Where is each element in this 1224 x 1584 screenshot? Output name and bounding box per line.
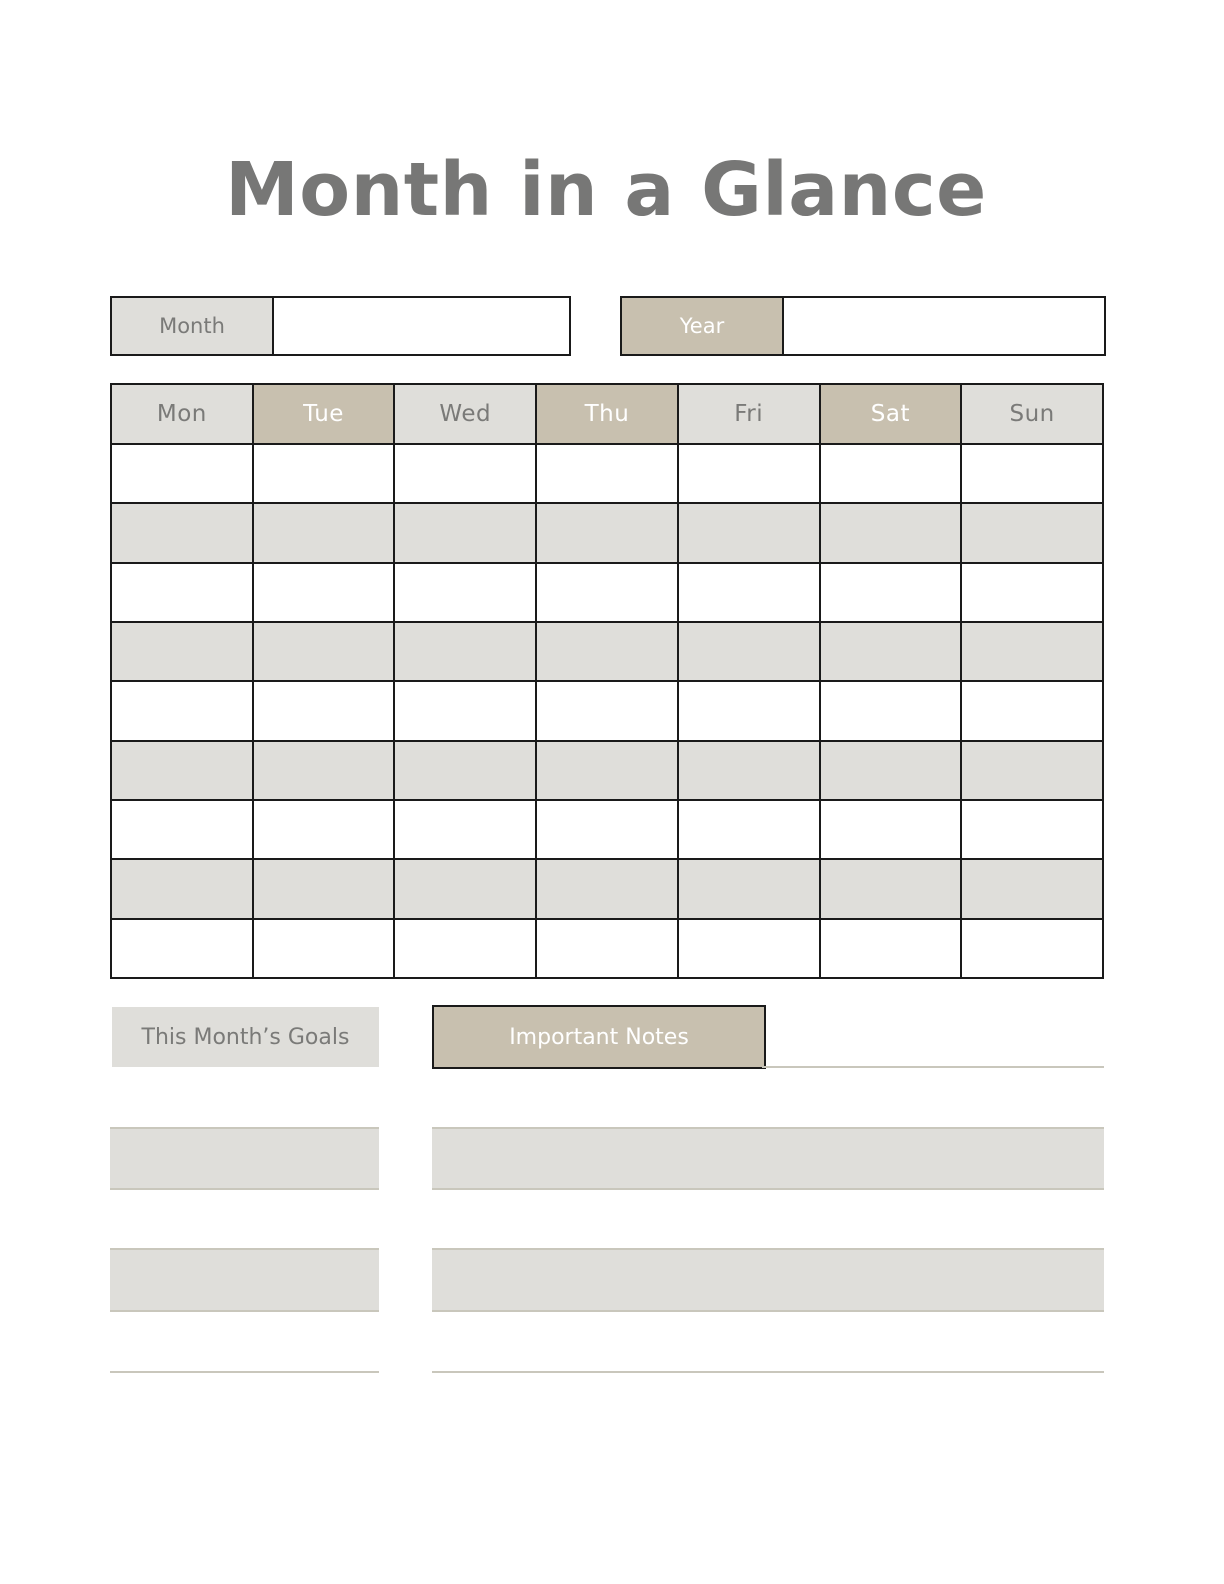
day-header-tue: Tue [253, 384, 395, 444]
day-cell[interactable] [678, 800, 820, 859]
day-cell[interactable] [111, 503, 253, 562]
day-cell[interactable] [536, 741, 678, 800]
calendar-row [111, 444, 1103, 503]
day-cell[interactable] [536, 622, 678, 681]
day-header-mon: Mon [111, 384, 253, 444]
day-cell[interactable] [394, 800, 536, 859]
day-header-sat: Sat [820, 384, 962, 444]
calendar-row [111, 919, 1103, 978]
day-cell[interactable] [961, 622, 1103, 681]
day-cell[interactable] [678, 859, 820, 918]
day-cell[interactable] [820, 800, 962, 859]
day-cell[interactable] [820, 741, 962, 800]
notes-line-3[interactable] [432, 1371, 1104, 1373]
weekday-header-row [111, 384, 1103, 444]
day-cell[interactable] [678, 444, 820, 503]
day-cell[interactable] [678, 503, 820, 562]
day-cell[interactable] [253, 503, 395, 562]
calendar-grid [110, 383, 1104, 979]
goals-heading: This Month’s Goals [112, 1007, 379, 1067]
notes-line-1[interactable] [432, 1127, 1104, 1190]
day-cell[interactable] [820, 681, 962, 740]
day-cell[interactable] [536, 444, 678, 503]
day-cell[interactable] [961, 800, 1103, 859]
day-cell[interactable] [253, 444, 395, 503]
notes-heading-rule [762, 1066, 1104, 1068]
month-field [110, 296, 571, 356]
notes-heading: Important Notes [432, 1005, 766, 1069]
day-cell[interactable] [961, 444, 1103, 503]
day-cell[interactable] [253, 563, 395, 622]
day-cell[interactable] [820, 859, 962, 918]
calendar-row [111, 622, 1103, 681]
day-cell[interactable] [111, 800, 253, 859]
calendar-row [111, 800, 1103, 859]
day-cell[interactable] [111, 859, 253, 918]
calendar-row [111, 563, 1103, 622]
day-cell[interactable] [253, 859, 395, 918]
day-cell[interactable] [961, 859, 1103, 918]
day-cell[interactable] [536, 503, 678, 562]
day-cell[interactable] [394, 622, 536, 681]
day-cell[interactable] [678, 563, 820, 622]
day-cell[interactable] [394, 859, 536, 918]
goals-line-2[interactable] [110, 1248, 379, 1312]
day-cell[interactable] [253, 741, 395, 800]
day-cell[interactable] [253, 681, 395, 740]
day-cell[interactable] [253, 622, 395, 681]
day-cell[interactable] [678, 681, 820, 740]
day-header-fri: Fri [678, 384, 820, 444]
day-cell[interactable] [820, 444, 962, 503]
day-cell[interactable] [394, 444, 536, 503]
day-header-thu: Thu [536, 384, 678, 444]
day-header-wed: Wed [394, 384, 536, 444]
day-cell[interactable] [394, 741, 536, 800]
notes-line-2[interactable] [432, 1248, 1104, 1312]
calendar-row [111, 859, 1103, 918]
day-cell[interactable] [536, 800, 678, 859]
day-cell[interactable] [536, 919, 678, 978]
year-input[interactable] [784, 298, 1104, 354]
day-cell[interactable] [394, 919, 536, 978]
day-cell[interactable] [394, 681, 536, 740]
day-cell[interactable] [820, 563, 962, 622]
calendar-row [111, 681, 1103, 740]
day-cell[interactable] [111, 681, 253, 740]
day-cell[interactable] [111, 919, 253, 978]
day-cell[interactable] [820, 919, 962, 978]
calendar-body [111, 444, 1103, 978]
day-cell[interactable] [961, 919, 1103, 978]
day-cell[interactable] [111, 444, 253, 503]
day-cell[interactable] [961, 563, 1103, 622]
page-title: Month in a Glance [225, 147, 987, 233]
day-cell[interactable] [678, 919, 820, 978]
year-label: Year [622, 298, 784, 354]
day-cell[interactable] [536, 563, 678, 622]
day-cell[interactable] [536, 681, 678, 740]
month-label: Month [112, 298, 274, 354]
day-cell[interactable] [394, 563, 536, 622]
calendar-row [111, 741, 1103, 800]
day-cell[interactable] [253, 800, 395, 859]
day-cell[interactable] [394, 503, 536, 562]
goals-line-1[interactable] [110, 1127, 379, 1190]
day-cell[interactable] [536, 859, 678, 918]
year-field [620, 296, 1106, 356]
day-header-sun: Sun [961, 384, 1103, 444]
month-input[interactable] [274, 298, 569, 354]
day-cell[interactable] [111, 741, 253, 800]
day-cell[interactable] [961, 503, 1103, 562]
day-cell[interactable] [961, 741, 1103, 800]
day-cell[interactable] [678, 622, 820, 681]
day-cell[interactable] [820, 503, 962, 562]
day-cell[interactable] [111, 622, 253, 681]
day-cell[interactable] [111, 563, 253, 622]
day-cell[interactable] [820, 622, 962, 681]
day-cell[interactable] [253, 919, 395, 978]
goals-line-3[interactable] [110, 1371, 379, 1373]
day-cell[interactable] [678, 741, 820, 800]
day-cell[interactable] [961, 681, 1103, 740]
calendar-row [111, 503, 1103, 562]
